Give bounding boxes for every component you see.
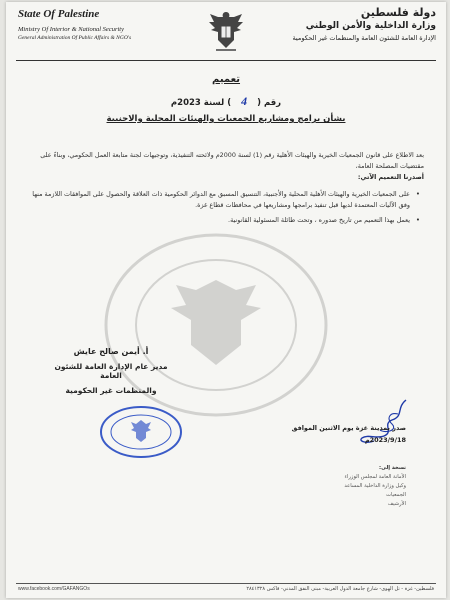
body-decree-heading: أصدرنا التعميم الآتي:	[357, 173, 424, 181]
facebook-link[interactable]: www.facebook.com/GAFANGOs	[18, 586, 90, 592]
signatory-title-continued: والمنظمات غير الحكومية	[65, 386, 157, 395]
header-en-state: State Of Palestine	[18, 8, 100, 20]
decree-list	[24, 189, 424, 226]
circular-number-handwritten: 4	[241, 94, 248, 108]
palestine-eagle-emblem-icon	[206, 8, 246, 54]
header-en-ministry: Ministry Of Interior & National Security	[18, 26, 124, 33]
copies-heading: نسخة إلى:	[379, 465, 406, 471]
copies-to-list	[256, 464, 406, 509]
issue-place-day: صدر بمدينة غزة يوم الاثنين الموافق	[291, 424, 406, 432]
copy-recipient: الأمانة العامة لمجلس الوزراء	[344, 474, 406, 480]
issue-date-block	[176, 422, 406, 446]
circular-number-suffix: ) لسنة 2023م	[170, 98, 232, 108]
signatory-name: أ. أيمن صالح عايش	[73, 347, 149, 356]
official-stamp-icon	[98, 404, 184, 460]
footer-address: فلسطين- غزة - تل الهوى- شارع جامعة الدول العربية- مبنى النفق المدني- فاكس ٢٨٤١٣٢٨	[246, 586, 434, 592]
signatory-title: مدير عام الإدارة العامة للشئون العامة	[54, 362, 168, 380]
document-body	[24, 150, 424, 230]
header-divider	[16, 60, 436, 61]
circular-subject: بشأن برامج ومشاريع الجمعيات والهيئات المحلية والاجنبية	[106, 114, 346, 124]
header-en-administration: General Administration Of Public Affairs & NGO's	[18, 35, 132, 41]
decree-item: • يعمل بهذا التعميم من تاريخ صدوره ، وتحت طائلة المسئولية القانونية.	[24, 215, 410, 226]
copy-recipient: وكيل وزارة الداخلية المساعد	[344, 483, 406, 489]
document-title: تعميم	[211, 74, 241, 85]
header-ar-administration: الإدارة العامة للشئون العامة والمنظمات غير الحكومية	[292, 34, 436, 42]
header-english	[18, 8, 188, 41]
header-ar-ministry: وزارة الداخلية والأمن الوطني	[305, 21, 436, 31]
body-intro: بعد الاطلاع على قانون الجمعيات الخيرية والهيئات الأهلية رقم (1) لسنة 2000م ولائحته التنفيذية، وتوجيهات لجنة متابعة العمل الحكومي، وبناءً على مقتضيات المصلحة العامة،	[40, 151, 424, 170]
issue-date: 2023/9/18م	[364, 436, 406, 444]
signature-block	[51, 347, 171, 395]
header-arabic	[276, 6, 436, 42]
document-page	[6, 2, 446, 598]
footer-divider	[16, 583, 436, 584]
decree-item: • على الجمعيات الخيرية والهيئات الأهلية المحلية والأجنبية، التنسيق المسبق مع الدوائر الحكومية ذات العلاقة والحصول على الموافقات اللازمة منها وفق الآليات المعتمدة لديها قبل تنفيذ برامجها ومشاريعها في محافظات قطاع غزة.	[24, 189, 410, 211]
header-ar-state: دولة فلسطين	[360, 6, 436, 19]
circular-number	[6, 94, 446, 109]
copy-recipient: الجمعيات	[386, 492, 406, 498]
circular-number-prefix: رقم (	[257, 98, 282, 108]
copy-recipient: الأرشيف	[387, 501, 406, 507]
